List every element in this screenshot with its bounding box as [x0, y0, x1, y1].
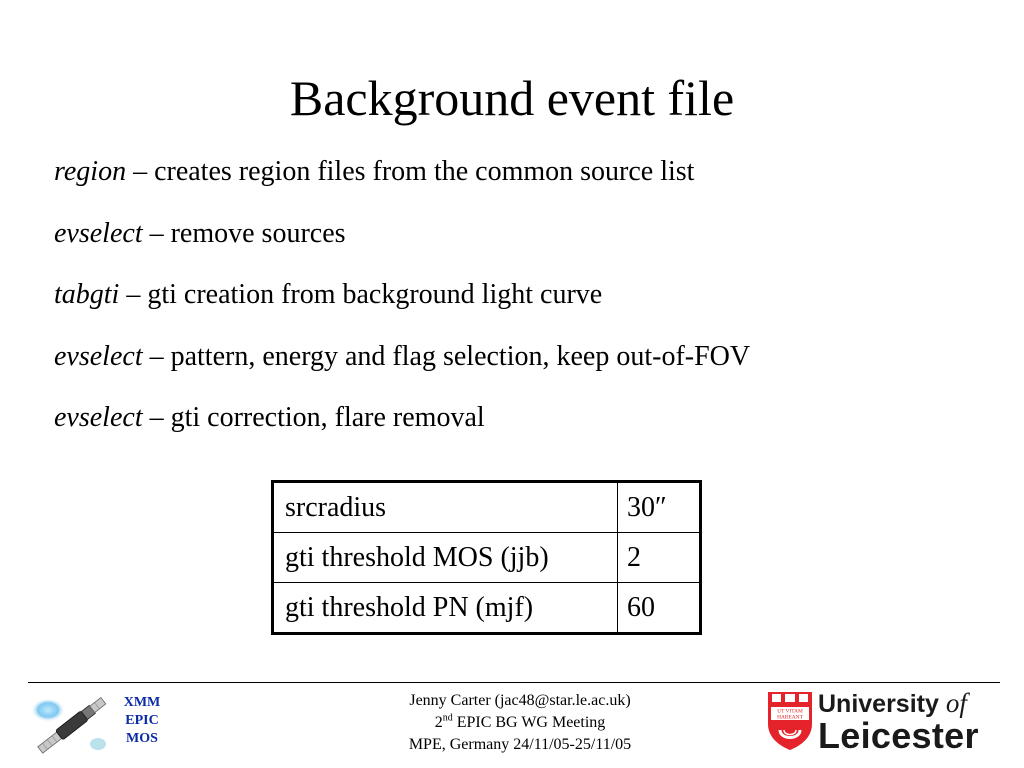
- table-row: [273, 583, 701, 634]
- table-row: [273, 533, 701, 583]
- bullet-item: [54, 214, 1014, 254]
- command-name: evselect: [54, 340, 143, 372]
- table-row: [273, 482, 701, 533]
- location-dates-line: MPE, Germany 24/11/05-25/11/05: [408, 736, 632, 753]
- command-description: – gti creation from background light curve: [126, 279, 603, 310]
- footer-divider: [28, 682, 1000, 683]
- command-description: – remove sources: [149, 217, 346, 249]
- parameter-name: gti threshold MOS (jjb): [273, 533, 618, 583]
- crest-motto-2: HABEANT: [777, 714, 803, 721]
- bullet-item: [54, 398, 1014, 438]
- command-name: tabgti: [54, 279, 120, 310]
- command-description: – gti correction, flare removal: [149, 402, 485, 433]
- command-description: – pattern, energy and flag selection, keep out-of-FOV: [149, 340, 751, 372]
- bullet-list: [54, 152, 1014, 460]
- xmm-label-line: EPIC: [125, 713, 159, 728]
- command-description: – creates region files from the common source list: [133, 156, 695, 187]
- command-name: region: [54, 156, 127, 187]
- footer-credits: [330, 690, 710, 756]
- xmm-label-line: XMM: [123, 695, 161, 710]
- meeting-number-suffix: nd: [442, 712, 453, 724]
- author-line: Jenny Carter (jac48@star.le.ac.uk): [409, 692, 631, 709]
- meeting-name: EPIC BG WG Meeting: [452, 714, 606, 731]
- xmm-label-line: MOS: [126, 731, 158, 746]
- parameter-value: 60: [618, 583, 701, 634]
- university-of: of: [945, 688, 967, 718]
- slide-title: Background event file: [289, 70, 735, 126]
- xmm-epic-mos-label: [104, 694, 180, 748]
- university-line1: [818, 688, 979, 718]
- university-crest-icon: [766, 690, 814, 752]
- parameter-name: gti threshold PN (mjf): [273, 583, 618, 634]
- command-name: evselect: [54, 402, 143, 433]
- parameter-value: 2: [618, 533, 701, 583]
- bullet-item: [54, 152, 1014, 192]
- meeting-number: 2: [434, 714, 443, 731]
- xmm-satellite-icon: [26, 690, 116, 758]
- parameter-name: srcradius: [273, 482, 618, 533]
- command-name: evselect: [54, 217, 143, 249]
- meeting-line: [330, 712, 710, 734]
- bullet-item: [54, 337, 1014, 377]
- bullet-item: [54, 275, 1014, 315]
- university-name: Leicester: [818, 715, 979, 756]
- university-wordmark: [818, 688, 979, 754]
- parameter-value: 30″: [618, 482, 701, 533]
- university-word: University: [818, 690, 946, 718]
- parameter-table: [271, 480, 702, 635]
- crest-motto-1: UT VITAM: [777, 708, 803, 715]
